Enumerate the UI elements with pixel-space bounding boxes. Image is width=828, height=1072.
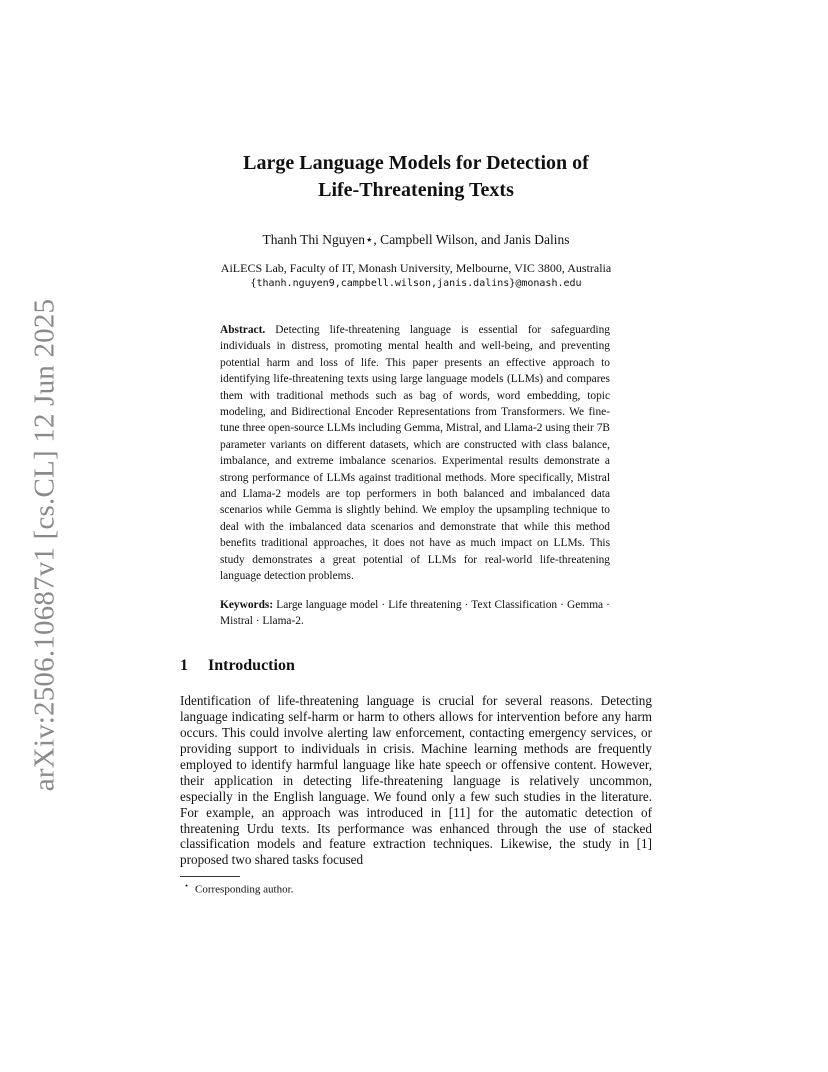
footnote: [180, 881, 652, 896]
keywords-text: Large language model · Life threatening · Text Classification · Gemma · Mistral · Llama-2.: [220, 598, 610, 627]
paper-title-line-1: Large Language Models for Detection of: [243, 152, 589, 174]
abstract-label: Abstract.: [220, 324, 266, 336]
keywords-label: Keywords:: [220, 598, 274, 611]
arxiv-identifier-text: arXiv:2506.10687v1 [cs.CL] 12 Jun 2025: [28, 298, 61, 792]
abstract: [220, 322, 610, 585]
keywords: [220, 597, 610, 630]
author-list: Thanh Thi Nguyen⋆, Campbell Wilson, and Janis Dalins: [262, 232, 570, 247]
footnote-text: Corresponding author.: [195, 883, 294, 896]
introduction-paragraph: Identification of life-threatening language is crucial for several reasons. Detecting language indicating self-harm or harm to others allows for intervention before any harm occurs. This could involve alerting law enforcement, contacting emergency services, or providing support to individuals in crisis. Machine learning methods are frequently employed to identify harmful language like hate speech or offensive content. However, their application in detecting life-threatening language is relatively uncommon, especially in the English language. We found only a few such studies in the literature. For example, an approach was introduced in [11] for the automatic detection of threatening Urdu texts. Its performance was enhanced through the use of stacked classification models and feature extraction techniques. Likewise, the study in [1] proposed two shared tasks focused: [180, 693, 652, 868]
footnote-divider: [180, 876, 240, 877]
paper-title-line-2: Life-Threatening Texts: [318, 179, 514, 201]
paper-first-page: [180, 150, 652, 896]
section-heading-introduction: [180, 657, 652, 675]
section-number: 1: [180, 657, 188, 675]
author-emails: {thanh.nguyen9,campbell.wilson,janis.dalins}@monash.edu: [250, 278, 582, 289]
affiliation: AiLECS Lab, Faculty of IT, Monash University, Melbourne, VIC 3800, Australia: [220, 261, 612, 275]
footnote-mark: ⋆: [184, 881, 190, 891]
abstract-text: Detecting life-threatening language is essential for safeguarding individuals in distress, promoting mental health and well-being, and preventing potential harm and loss of life. This paper presents an effective approach to identifying life-threatening texts using large language models (LLMs) and compares them with traditional methods such as bag of words, word embedding, topic modeling, and Bidirectional Encoder Representations from Transformers. We fine-tune three open-source LLMs including Gemma, Mistral, and Llama-2 using their 7B parameter variants on different datasets, which are constructed with class balance, imbalance, and extreme imbalance scenarios. Experimental results demonstrate a strong performance of LLMs against traditional methods. More specifically, Mistral and Llama-2 models are top performers in both balanced and imbalanced data scenarios while Gemma is slightly behind. We employ the upsampling technique to deal with the imbalanced data scenarios and demonstrate that while this method benefits traditional approaches, it does not have as much impact on LLMs. This study demonstrates a great potential of LLMs for real-world life-threatening language detection problems.: [220, 324, 610, 583]
paper-title: [180, 150, 652, 204]
section-title: Introduction: [208, 657, 295, 675]
